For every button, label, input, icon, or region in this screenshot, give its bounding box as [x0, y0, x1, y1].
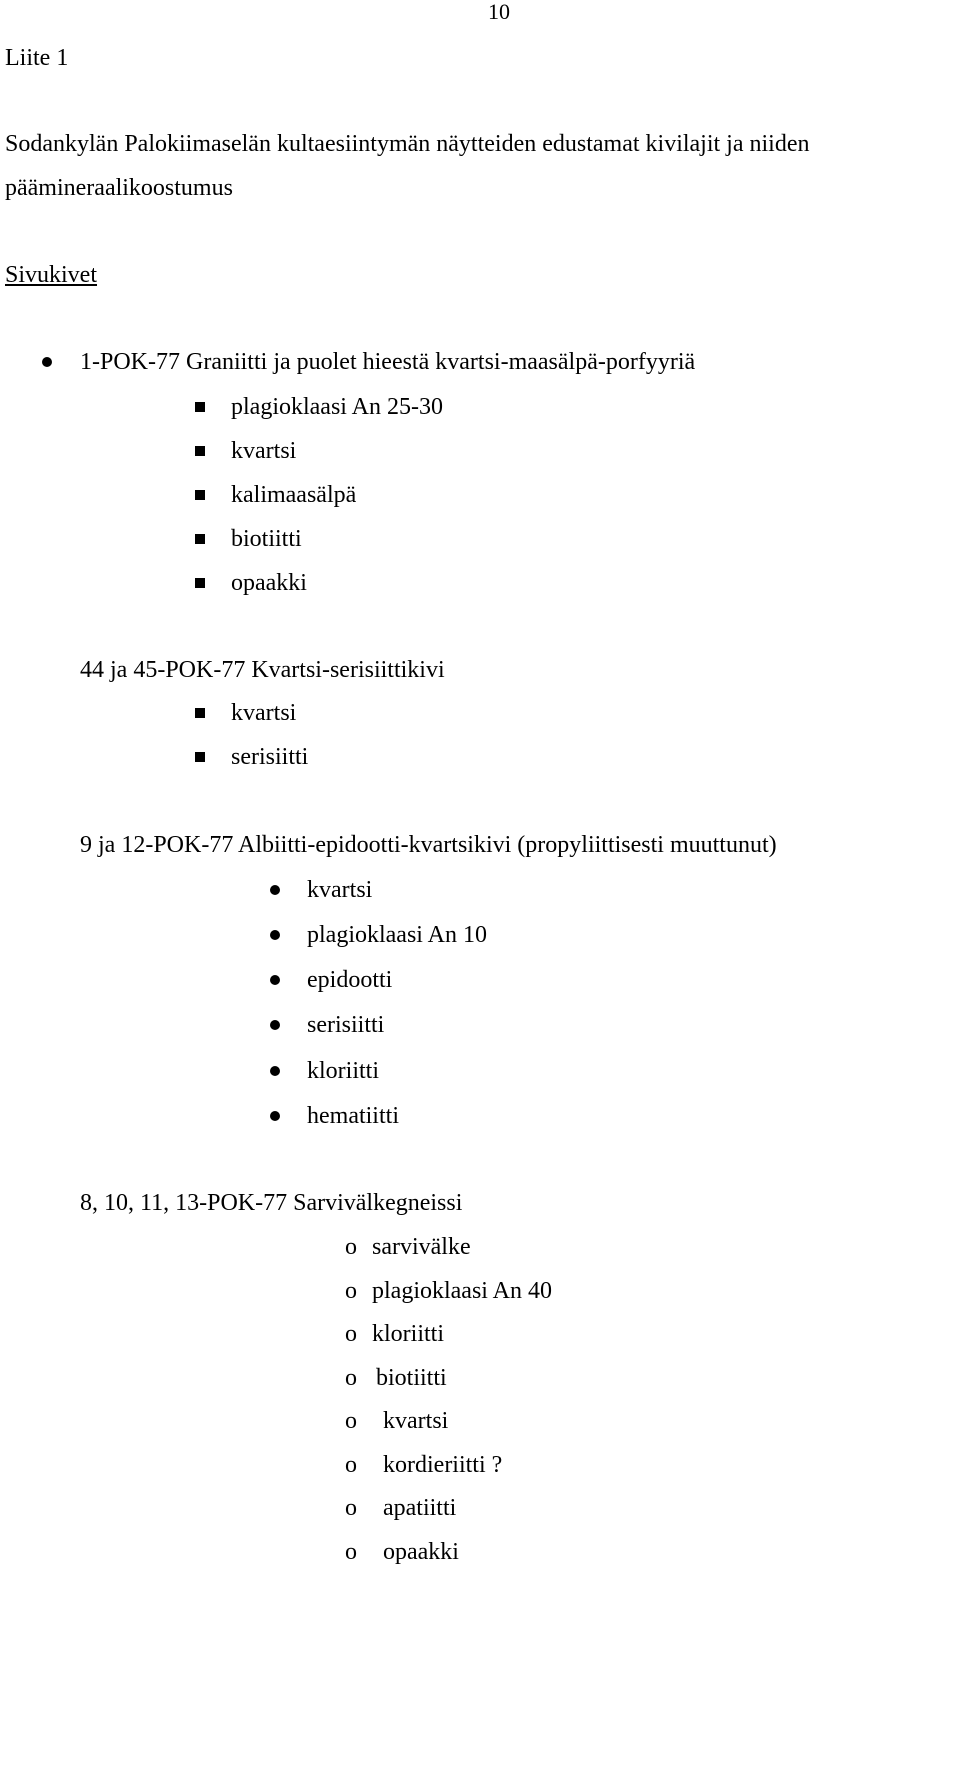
rock-group-heading: 8, 10, 11, 13-POK-77 Sarvivälkegneissi [80, 1190, 463, 1216]
section-heading: Sivukivet [5, 262, 98, 288]
mineral-item: plagioklaasi An 25-30 [231, 394, 443, 420]
bullet-o-icon: o [345, 1365, 357, 1391]
mineral-item: kvartsi [231, 438, 297, 464]
mineral-item: epidootti [307, 967, 393, 993]
bullet-o-icon: o [345, 1539, 357, 1565]
mineral-item: apatiitti [383, 1495, 457, 1521]
bullet-disc-icon [42, 357, 52, 367]
bullet-disc-icon [270, 1111, 280, 1121]
bullet-disc-icon [270, 1066, 280, 1076]
rock-group-heading: 9 ja 12-POK-77 Albiitti-epidootti-kvartsikivi (propyliittisesti muuttunut) [80, 832, 777, 858]
mineral-item: serisiitti [307, 1012, 385, 1038]
rock-group-heading: 44 ja 45-POK-77 Kvartsi-serisiittikivi [80, 657, 445, 683]
mineral-item: opaakki [231, 570, 307, 596]
bullet-o-icon: o [345, 1495, 357, 1521]
mineral-item: kvartsi [383, 1408, 449, 1434]
bullet-square-icon [195, 708, 205, 718]
document-title-line1: Sodankylän Palokiimaselän kultaesiintymän näytteiden edustamat kivilajit ja niiden [5, 131, 810, 157]
mineral-item: kloriitti [307, 1058, 379, 1084]
bullet-square-icon [195, 752, 205, 762]
bullet-square-icon [195, 490, 205, 500]
page-number: 10 [488, 0, 510, 24]
mineral-item: hematiitti [307, 1103, 399, 1129]
mineral-item: kloriitti [372, 1321, 444, 1347]
bullet-o-icon: o [345, 1408, 357, 1434]
mineral-item: kalimaasälpä [231, 482, 357, 508]
mineral-item: kvartsi [231, 700, 297, 726]
appendix-label: Liite 1 [5, 45, 69, 71]
mineral-item: sarvivälke [372, 1234, 471, 1260]
rock-group-heading: 1-POK-77 Graniitti ja puolet hieestä kvartsi-maasälpä-porfyyriä [80, 349, 696, 375]
bullet-square-icon [195, 402, 205, 412]
bullet-disc-icon [270, 885, 280, 895]
bullet-o-icon: o [345, 1278, 357, 1304]
mineral-item: biotiitti [231, 526, 302, 552]
mineral-item: biotiitti [376, 1365, 447, 1391]
bullet-disc-icon [270, 1020, 280, 1030]
bullet-o-icon: o [345, 1234, 357, 1260]
bullet-disc-icon [270, 975, 280, 985]
document-title-line2: päämineraalikoostumus [5, 175, 233, 201]
mineral-item: plagioklaasi An 10 [307, 922, 487, 948]
mineral-item: serisiitti [231, 744, 309, 770]
mineral-item: opaakki [383, 1539, 459, 1565]
bullet-disc-icon [270, 930, 280, 940]
mineral-item: plagioklaasi An 40 [372, 1278, 552, 1304]
bullet-o-icon: o [345, 1452, 357, 1478]
bullet-square-icon [195, 578, 205, 588]
mineral-item: kordieriitti ? [383, 1452, 503, 1478]
bullet-square-icon [195, 534, 205, 544]
bullet-o-icon: o [345, 1321, 357, 1347]
mineral-item: kvartsi [307, 877, 373, 903]
bullet-square-icon [195, 446, 205, 456]
